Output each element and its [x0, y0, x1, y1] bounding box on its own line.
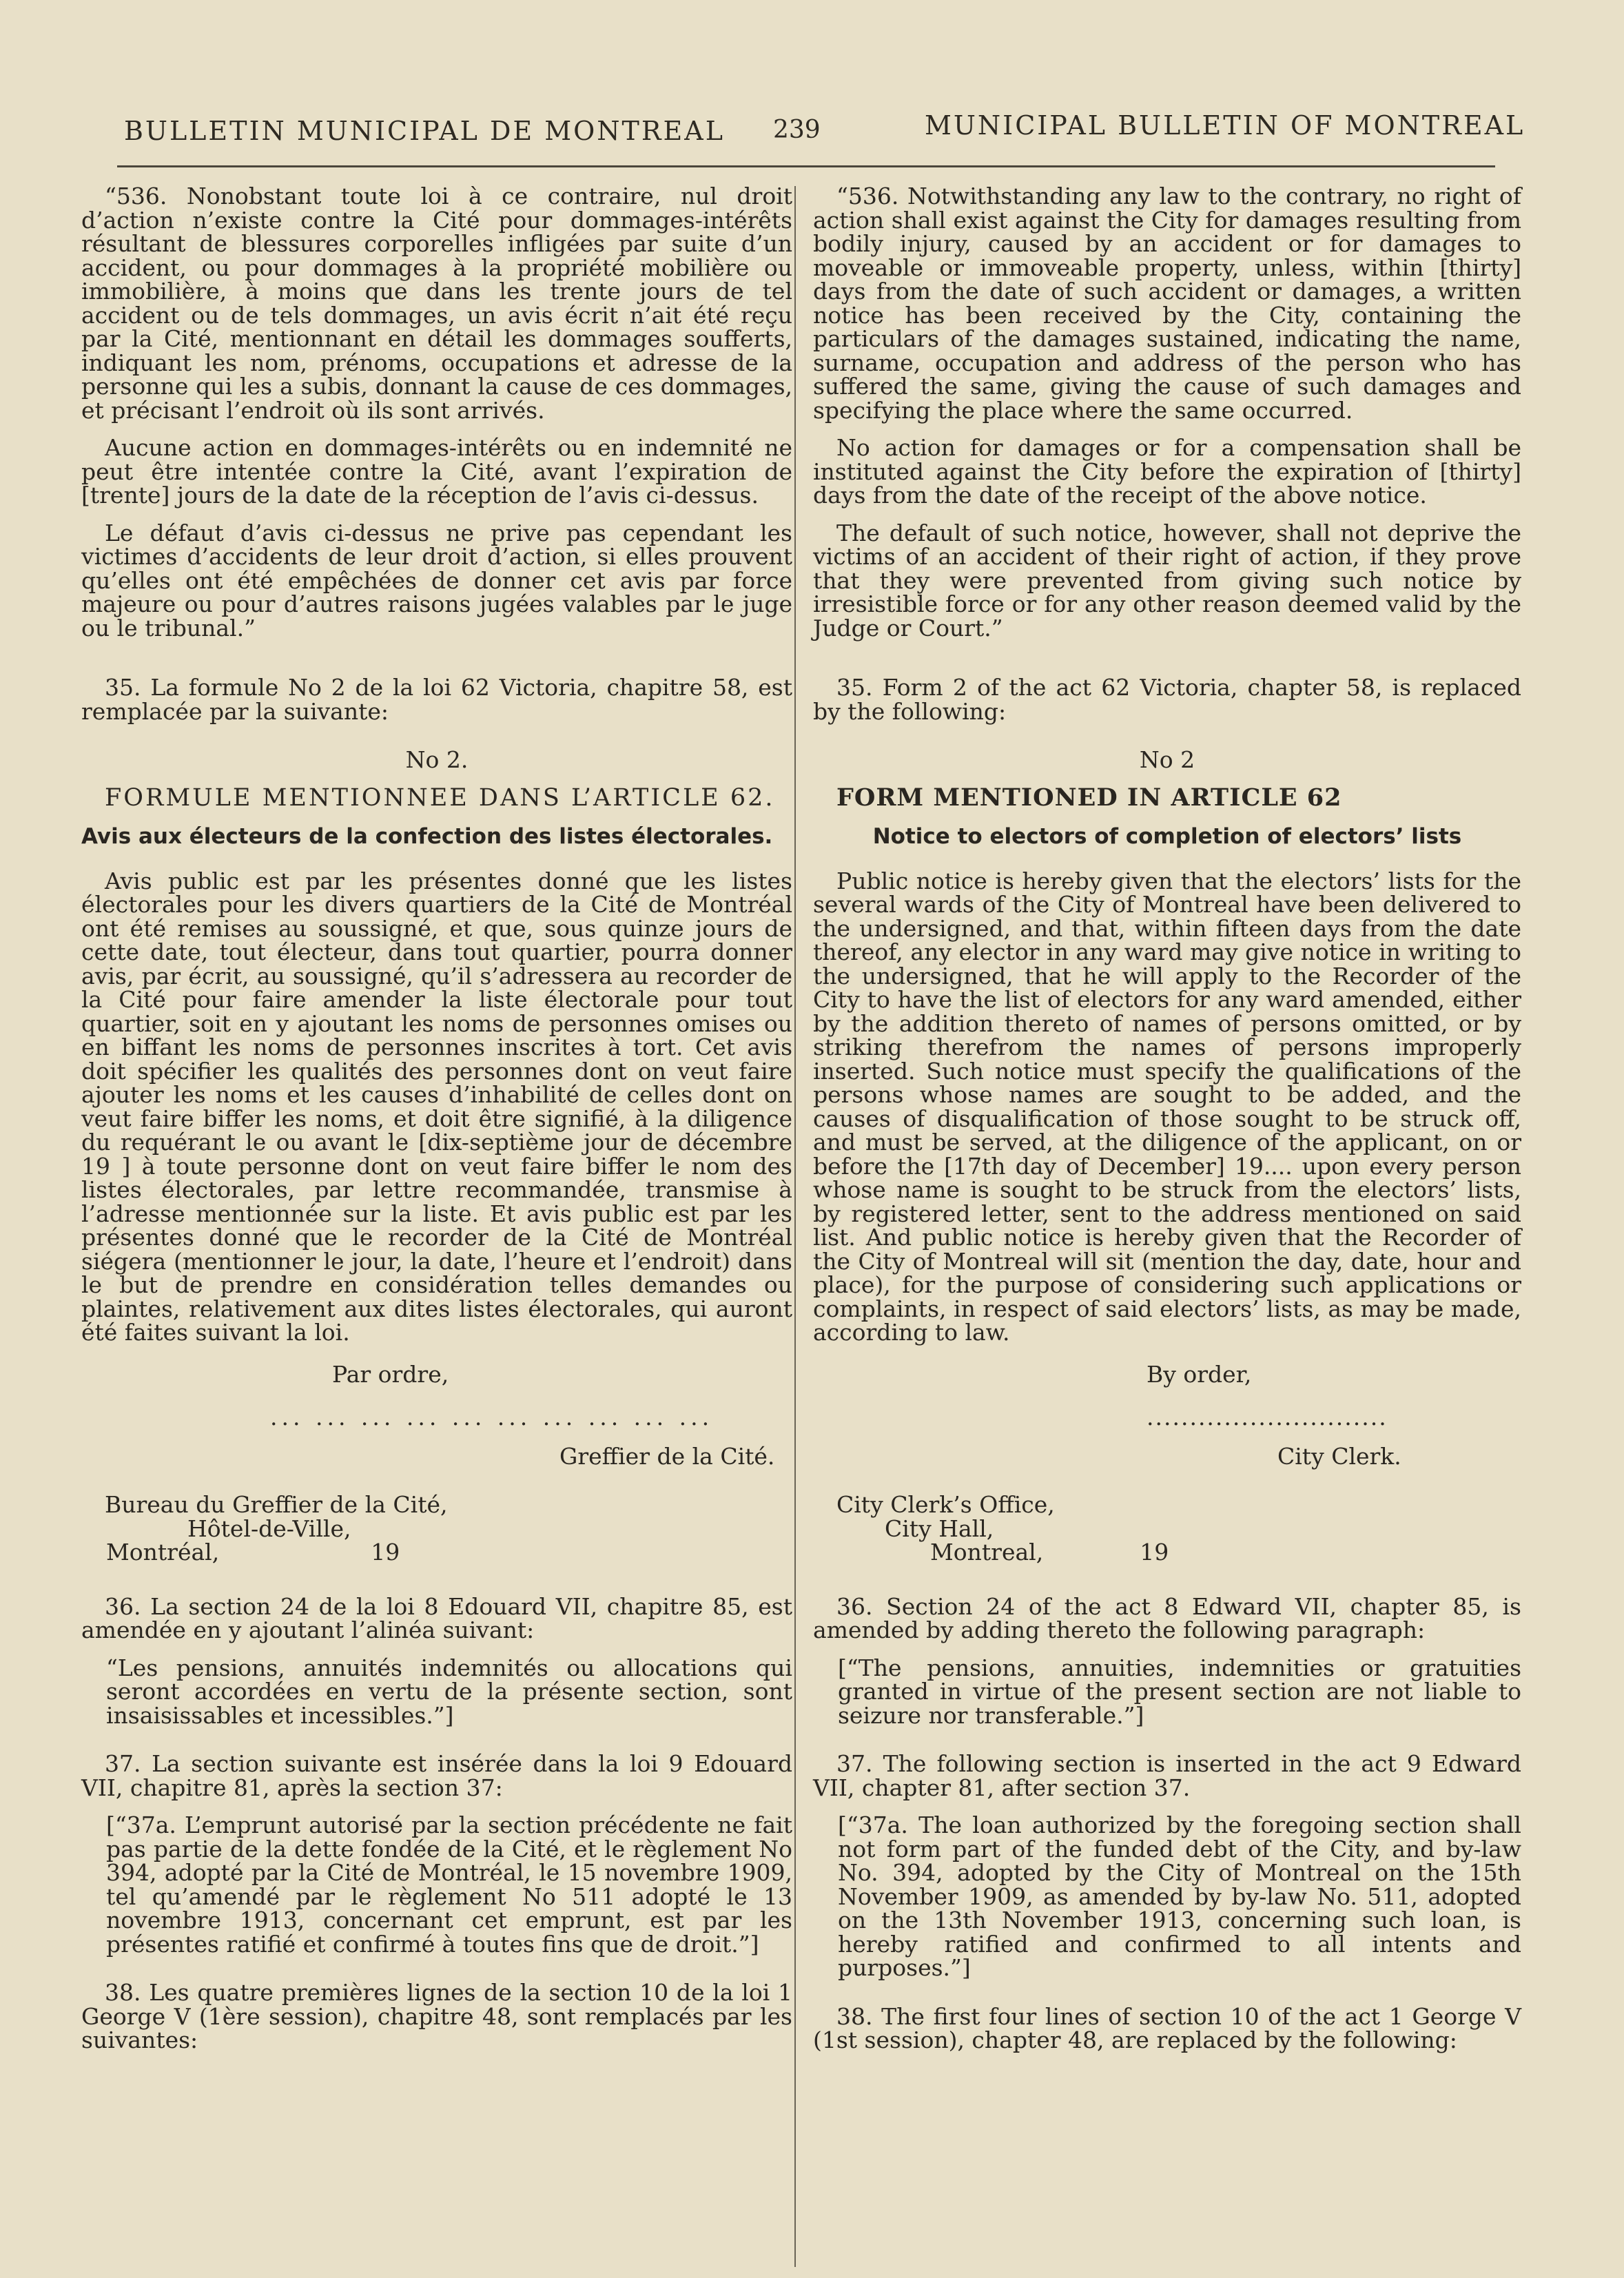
header-english-title: MUNICIPAL BULLETIN OF MONTREAL: [925, 110, 1525, 141]
en-section-536-para-3: The default of such notice, however, shall not deprive the victims of an accident of their right of action, if they prove that they were prevented from giving such notice by irresistible force or for any other reason deemed valid by the Judge or Court.”: [813, 519, 1521, 642]
fr-section-36: 36. La section 24 de la loi 8 Edouard VII, chapitre 85, est amendée en y ajoutant l’alinéa suivant:: [81, 1592, 792, 1643]
fr-section-36-quote: “Les pensions, annuités indemnités ou allocations qui seront accordées en vertu de la présente section, sont insaisissables et incessibles.”]: [106, 1654, 792, 1729]
column-divider: [794, 186, 796, 2267]
fr-city-clerk: Greffier de la Cité.: [559, 1442, 775, 1470]
fr-office-line-3: Montréal,: [106, 1539, 220, 1566]
en-section-36-quote: [“The pensions, annuities, indemnities or gratuities granted in virtue of the present section are not liable to seizure nor transferable.”]: [838, 1654, 1521, 1729]
fr-office-line-1: Bureau du Greffier de la Cité,: [105, 1491, 448, 1518]
fr-section-38: 38. Les quatre premières lignes de la section 10 de la loi 1 George V (1ère session), chapitre 48, sont remplacés par les suivantes:: [81, 1979, 792, 2053]
en-section-37-quote: [“37a. The loan authorized by the foregoing section shall not form part of the funded debt of the City, and by-law No. 394, adopted by the City of Montreal on the 15th November 1909, as amended by by-law No. 511, adopted on the 13th November 1913, concerning such loan, is hereby ratified and confirmed to all intents and purposes.”]: [838, 1812, 1521, 1981]
en-by-order: By order,: [1147, 1360, 1252, 1388]
fr-section-35: 35. La formule No 2 de la loi 62 Victoria, chapitre 58, est remplacée par la suivante:: [81, 674, 792, 725]
fr-office-city-row: [81, 1541, 792, 1565]
fr-section-37: 37. La section suivante est insérée dans la loi 9 Edouard VII, chapitre 81, après la section 37:: [81, 1750, 792, 1801]
fr-signature-dots: ... ... ... ... ... ... ... ... ... ...: [270, 1404, 714, 1430]
fr-form-title: FORMULE MENTIONNEE DANS L’ARTICLE 62.: [105, 783, 775, 812]
fr-notice-body: Avis public est par les présentes donné que les listes électorales pour les divers quartiers de la Cité de Montréal ont été remises au soussigné, et que, sous quinze jours de cette date, tout électeur, dans tout quartier, pourra donner avis, par écrit, au soussigné, qu’il s’adressera au recorder de la Cité pour faire amender la liste électorale pour tout quartier, soit en y ajoutant les noms de personnes omises ou en biffant les noms de personnes inscrites à tort. Cet avis doit spécifier les qualités des personnes dont on veut faire ajouter les noms et les causes d’inhabilité de celles dont on veut faire biffer les noms, et doit être signifié, à la diligence du requérant le ou avant le [dix-septième jour de décembre 19 ] à toute personne dont on veut faire biffer le nom des listes électorales, par lettre recommandée, transmise à l’adresse mentionnée sur la liste. Et avis public est par les présentes donné que le recorder de la Cité de Montréal siégera (mentionner le jour, la date, l’heure et l’endroit) dans le but de prendre en considération telles demandes ou plaintes, relativement aux dites listes électorales, qui auront été faites suivant la loi.: [81, 867, 792, 1346]
en-office-city-row: [813, 1541, 1521, 1565]
french-column: [81, 185, 792, 2066]
en-section-37: 37. The following section is inserted in the act 9 Edward VII, chapter 81, after section 37.: [813, 1750, 1521, 1801]
en-form-number: No 2: [1139, 746, 1195, 773]
en-office-year: 19: [1140, 1539, 1169, 1566]
fr-section-536-para-3: Le défaut d’avis ci-dessus ne prive pas cependant les victimes d’accidents de leur droit d’action, si elles prouvent qu’elles ont été empêchées de donner cet avis par force majeure ou pour d’autres raisons jugées valables par le juge ou le tribunal.”: [81, 519, 792, 642]
en-section-35: 35. Form 2 of the act 62 Victoria, chapter 58, is replaced by the following:: [813, 674, 1521, 725]
en-section-536-para-1: “536. Notwithstanding any law to the contrary, no right of action shall exist against the City for damages resulting from bodily injury, caused by an accident or for damages to moveable or immoveable property, unless, within [thirty] days from the date of such accident or damages, a written notice has been received by the City, containing the particulars of the damages sustained, indicating the name, surname, occupation and address of the person who has suffered the same, giving the cause of such damages and specifying the place where the same occurred.: [813, 183, 1521, 424]
fr-section-37-quote: [“37a. L’emprunt autorisé par la section précédente ne fait pas partie de la dette fondée de la Cité, et le règlement No 394, adopté par la Cité de Montréal, le 15 novembre 1909, tel qu’amendé par le règlement No 511 adopté le 13 novembre 1913, concernant cet emprunt, est par les présentes ratifié et confirmé à toutes fins que de droit.”]: [106, 1812, 792, 1958]
en-section-36: 36. Section 24 of the act 8 Edward VII, chapter 85, is amended by adding thereto the following paragraph:: [813, 1592, 1521, 1643]
header-french-title: BULLETIN MUNICIPAL DE MONTREAL: [124, 116, 725, 146]
en-office-line-1: City Clerk’s Office,: [836, 1491, 1055, 1518]
fr-by-order: Par ordre,: [332, 1360, 449, 1388]
fr-office-year: 19: [371, 1539, 400, 1566]
en-office-line-3: Montreal,: [930, 1539, 1044, 1566]
page-number: 239: [773, 116, 821, 144]
header-rule: [117, 165, 1495, 167]
en-office-line-2: City Hall,: [885, 1515, 994, 1542]
en-section-38: 38. The first four lines of section 10 of the act 1 George V (1st session), chapter 48, are replaced by the following:: [813, 2002, 1521, 2053]
fr-form-number: No 2.: [405, 746, 469, 773]
en-section-536-para-2: No action for damages or for a compensation shall be instituted against the City before the expiration of [thirty] days from the date of the receipt of the above notice.: [813, 434, 1521, 509]
en-notice-title: Notice to electors of completion of electors’ lists: [872, 824, 1462, 849]
en-city-clerk: City Clerk.: [1277, 1442, 1401, 1470]
fr-section-536-para-2: Aucune action en dommages-intérêts ou en indemnité ne peut être intentée contre la Cité, avant l’expiration de [trente] jours de la date de la réception de l’avis ci-dessus.: [81, 434, 792, 509]
fr-office-line-2: Hôtel-de-Ville,: [187, 1515, 351, 1542]
en-signature-dots: ............................: [1147, 1404, 1388, 1430]
en-notice-body: Public notice is hereby given that the electors’ lists for the several wards of the City of Montreal have been delivered to the undersigned, and that, within fifteen days from the date thereof, any elector in any ward may give notice in writing to the undersigned, that he will apply to the Recorder of the City to have the list of electors for any ward amended, either by the addition thereto of names of persons omitted, or by striking therefrom the names of persons improperly inserted. Such notice must specify the qualifications of the persons whose names are sought to be added, and the causes of disqualification of those sought to be struck off, and must be served, at the diligence of the applicant, on or before the [17th day of December] 19.... upon every person whose name is sought to be struck from the electors’ lists, by registered letter, sent to the address mentioned on said list. And public notice is hereby given that the Recorder of the City of Montreal will sit (mention the day, date, hour and place), for the purpose of considering such applications or complaints, in respect of said electors’ lists, as may be made, according to law.: [813, 867, 1521, 1346]
fr-section-536-para-1: “536. Nonobstant toute loi à ce contraire, nul droit d’action n’existe contre la Cité pour dommages-intérêts résultant de blessures corporelles infligées par suite d’un accident, ou pour dommages à la propriété mobilière ou immobilière, à moins que dans les trente jours de tel accident ou de tels dommages, un avis écrit n’ait été reçu par la Cité, mentionnant en détail les dommages soufferts, indiquant les nom, prénoms, occupations et adresse de la personne qui les a subis, donnant la cause de ces dommages, et précisant l’endroit où ils sont arrivés.: [81, 183, 792, 424]
fr-notice-title: Avis aux électeurs de la confection des listes électorales.: [81, 824, 773, 849]
en-form-title: FORM MENTIONED IN ARTICLE 62: [836, 783, 1342, 812]
english-column: [813, 185, 1521, 2066]
